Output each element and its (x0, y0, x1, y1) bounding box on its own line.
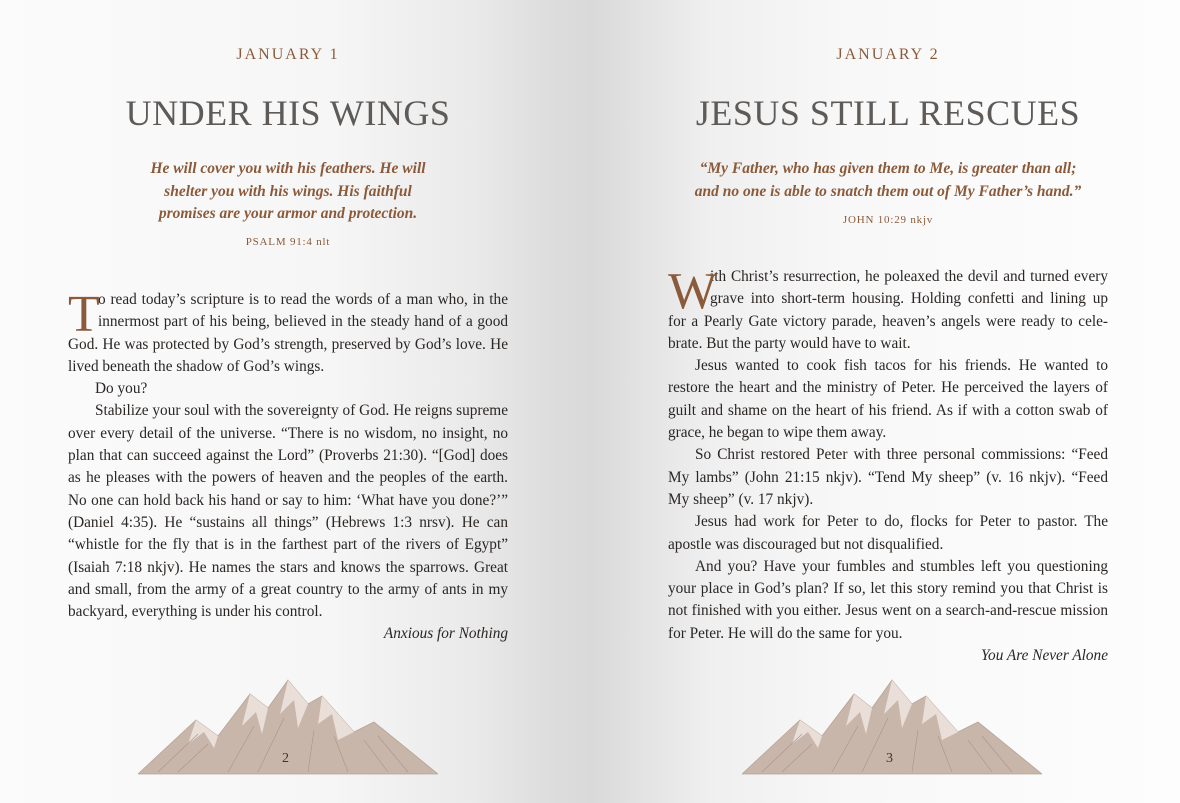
text-line: God. He was protected by God’s strength, preserved by God’s love. He (68, 335, 508, 353)
scripture-reference: PSALM 91:4 nlt (245, 236, 331, 248)
text-line: (Daniel 4:35). He “sustains all things” (Hebrews 1:3 nrsv). He can (68, 513, 508, 531)
left-page (68, 0, 508, 803)
text-line: plan that can succeed against the Lord” (Proverbs 21:30). “[God] does (68, 447, 508, 465)
scripture-verse (68, 158, 508, 226)
text-line: Do you? (95, 380, 148, 398)
text-line: My sheep” (v. 17 nkjv). (668, 490, 814, 508)
text-line: not finished with you either. Jesus went on a search-and-rescue mission (668, 602, 1108, 620)
text-line: ith Christ’s resurrection, he poleaxed the devil and turned every (710, 268, 1108, 285)
text-line: innermost part of his being, believed in the steady hand of a good (98, 313, 508, 331)
paragraph (668, 444, 1108, 511)
paragraph (68, 286, 508, 378)
text-line: restore the heart and the ministry of Peter. He perceived the layers of (668, 379, 1108, 397)
paragraph (68, 400, 508, 623)
text-line: (Isaiah 7:18 nkjv). He names the stars and knows the sparrows. Great (68, 558, 508, 576)
verse-line: shelter you with his wings. His faithful (164, 182, 412, 200)
page-title: JESUS STILL RESCUES (695, 93, 1081, 133)
page-date: JANUARY 2 (836, 46, 940, 63)
text-line: My lambs” (John 21:15 nkjv). “Tend My sheep” (v. 16 nkjv). “Feed (668, 468, 1108, 486)
text-line: and small, from the army of a great country to the army of ants in my (68, 580, 508, 598)
source-attribution: You Are Never Alone (980, 647, 1108, 665)
text-line: backyard, everything is under his control. (68, 603, 323, 621)
devotional-body (68, 286, 508, 646)
verse-line: “My Father, who has given them to Me, is greater than all; (699, 160, 1077, 177)
text-line: as he pleases with the powers of heaven and the peoples of the earth. (68, 469, 508, 487)
paragraph (668, 556, 1108, 645)
verse-line: and no one is able to snatch them out of My Father’s hand.” (694, 182, 1082, 200)
page-number: 2 (282, 751, 289, 766)
text-line: for a Pearly Gate victory parade, heaven’s angels were ready to cele- (668, 312, 1108, 330)
drop-cap: T (68, 286, 100, 343)
scripture-verse (668, 158, 1108, 203)
paragraph (668, 355, 1108, 444)
verse-line: promises are your armor and protection. (158, 205, 418, 222)
text-line: Stabilize your soul with the sovereignty of God. He reigns supreme (95, 402, 508, 420)
drop-cap: W (668, 263, 718, 320)
text-line: o read today’s scripture is to read the words of a man who, in the (98, 291, 508, 308)
text-line: No one can hold back his hand or say to him: ‘What have you done?’” (68, 491, 508, 509)
paragraph (668, 511, 1108, 556)
right-page (668, 0, 1108, 803)
text-line: grace, he began to wipe them away. (668, 424, 887, 442)
text-line: for Peter. He will do the same for you. (668, 624, 903, 642)
text-line: grave into short-term housing. Holding confetti and lining up (710, 290, 1108, 308)
text-line: brate. But the party would have to wait. (668, 334, 911, 352)
text-line: “whistle for the fly that is in the farthest part of the rivers of Egypt” (68, 536, 508, 554)
devotional-body (668, 263, 1108, 667)
page-title: UNDER HIS WINGS (125, 93, 451, 133)
verse-line: He will cover you with his feathers. He will (150, 160, 426, 177)
text-line: And you? Have your fumbles and stumbles left you questioning (695, 557, 1108, 575)
page-number: 3 (886, 751, 893, 766)
text-line: So Christ restored Peter with three personal commissions: “Feed (695, 446, 1108, 464)
text-line: Jesus wanted to cook fish tacos for his friends. He wanted to (695, 357, 1108, 375)
page-date: JANUARY 1 (236, 46, 340, 63)
scripture-reference: JOHN 10:29 nkjv (842, 214, 934, 226)
text-line: lived beneath the shadow of God’s wings. (68, 357, 325, 375)
text-line: apostle was discouraged but not disqualified. (668, 535, 944, 553)
paragraph (668, 263, 1108, 355)
text-line: your place in God’s plan? If so, let this story remind you that Christ is (668, 580, 1108, 598)
text-line: guilt and shame on the heart of his friend. As if with a cotton swab of (668, 401, 1108, 419)
text-line: Jesus had work for Peter to do, flocks for Peter to pastor. The (695, 513, 1108, 531)
text-line: over every detail of the universe. “There is no wisdom, no insight, no (68, 424, 508, 442)
source-attribution: Anxious for Nothing (383, 625, 508, 643)
